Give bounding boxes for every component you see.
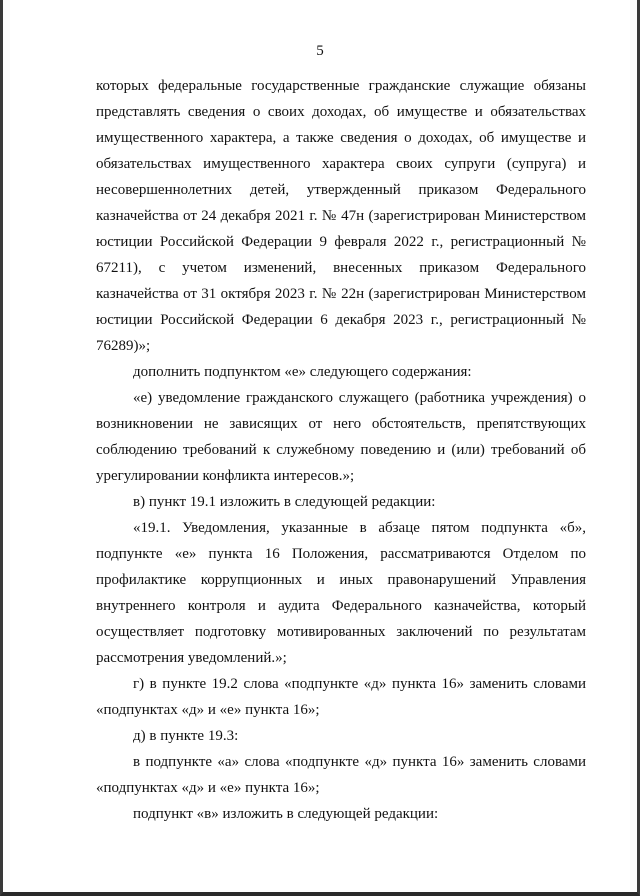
- paragraph-item-g: г) в пункте 19.2 слова «подпункте «д» пункта 16» заменить словами «подпунктах «д» и «е» пункта 16»;: [96, 676, 586, 718]
- paragraph-item-v: в) пункт 19.1 изложить в следующей редакции:: [133, 494, 436, 510]
- paragraph-subitem-v-restate: подпункт «в» изложить в следующей редакции:: [133, 806, 439, 822]
- paragraph-item-d: д) в пункте 19.3:: [133, 728, 239, 744]
- paragraph-subitem-a-replace: в подпункте «а» слова «подпункте «д» пункта 16» заменить словами «подпунктах «д» и «е» пункта 16»;: [96, 754, 586, 796]
- page-number: 5: [316, 43, 324, 59]
- paragraph-subitem-e-text: «е) уведомление гражданского служащего (работника учреждения) о возникновении не зависящих от него обстоятельств, препятствующих соблюдению требований к служебному поведению и (или) требований об урегулировании конфликта интересов.»;: [96, 390, 586, 484]
- paragraph-continuation: которых федеральные государственные гражданские служащие обязаны представлять сведения о своих доходах, об имуществе и обязательствах имущественного характера, а также сведения о доходах, об имуществе и обязательствах имущественного характера своих супруги (супруга) и несовершеннолетних детей, утвержденный приказом Федерального казначейства от 24 декабря 2021 г. № 47н (зарегистрирован Министерством юстиции Российской Федерации 9 февраля 2022 г., регистрационный № 67211), с учетом изменений, внесенных приказом Федерального казначейства от 31 октября 2023 г. № 22н (зарегистрирован Министерством юстиции Российской Федерации 6 декабря 2023 г., регистрационный № 76289)»;: [96, 78, 586, 354]
- paragraph-clause-19-1: «19.1. Уведомления, указанные в абзаце пятом подпункта «б», подпункте «е» пункта 16 Положения, рассматриваются Отделом по профилактике коррупционных и иных правонарушений Управления внутреннего контроля и аудита Федерального казначейства, который осуществляет подготовку мотивированных заключений по результатам рассмотрения уведомлений.»;: [96, 520, 586, 666]
- paragraph-add-subitem-e: дополнить подпунктом «е» следующего содержания:: [133, 364, 472, 380]
